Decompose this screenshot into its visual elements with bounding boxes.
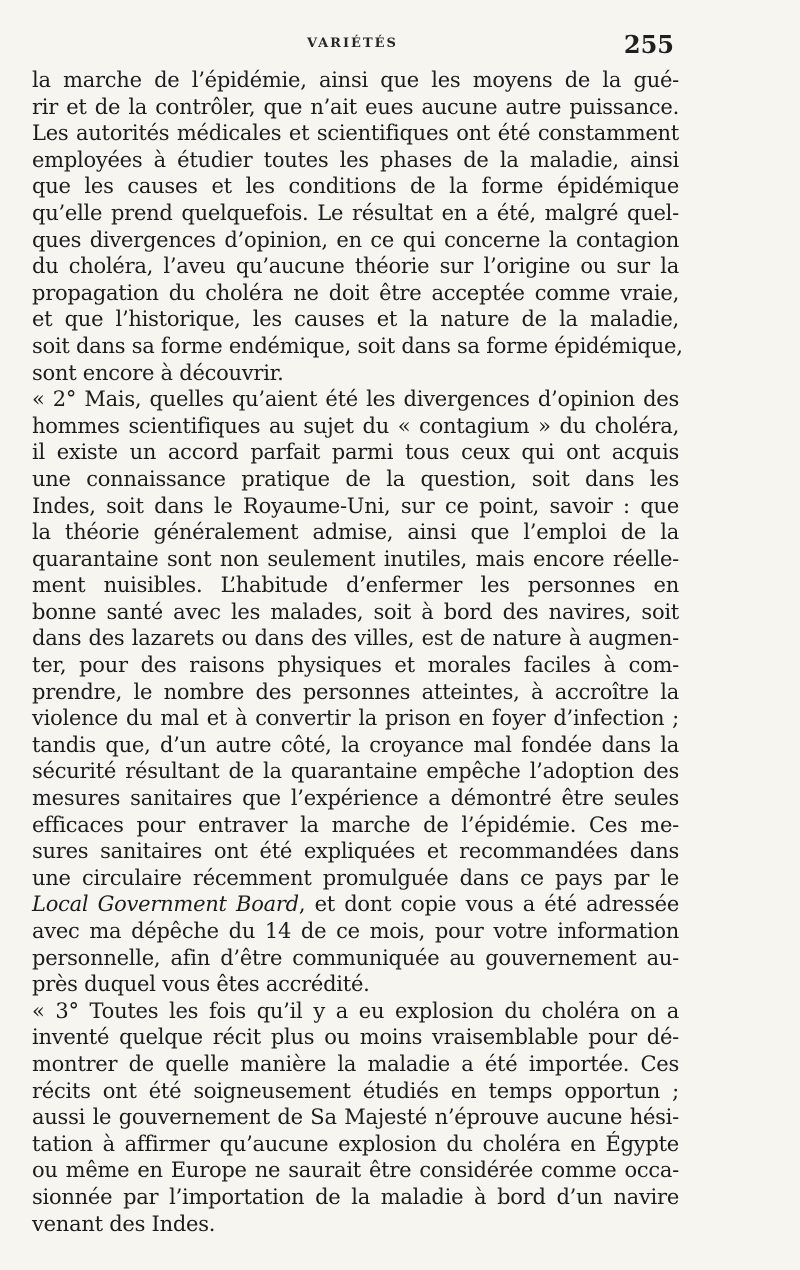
text-line: violence du mal et à convertir la prison en foyer d’infection ; xyxy=(32,706,679,731)
text-line: il existe un accord parfait parmi tous ceux qui ont acquis xyxy=(32,440,679,465)
text-line: aussi le gouvernement de Sa Majesté n’éprouve aucune hési- xyxy=(32,1105,679,1130)
text-line: hommes scientifiques au sujet du « contagium » du choléra, xyxy=(32,413,679,438)
paragraph-end-line: près duquel vous êtes accrédité. xyxy=(32,972,370,997)
text-line: tandis que, d’un autre côté, la croyance mal fondée dans la xyxy=(32,732,679,757)
paragraph-end-line: venant des Indes. xyxy=(32,1211,216,1236)
page-number: 255 xyxy=(623,30,674,59)
text-line: tation à affirmer qu’aucune explosion du choléra en Égypte xyxy=(32,1131,679,1156)
text-line: récits ont été soigneusement étudiés en temps opportun ; xyxy=(32,1078,679,1103)
text-line: que les causes et les conditions de la forme épidémique xyxy=(32,174,679,199)
paragraph-end-line: sont encore à découvrir. xyxy=(32,360,284,385)
text-line: bonne santé avec les malades, soit à bord des navires, soit xyxy=(32,599,679,624)
text-line: soit dans sa forme endémique, soit dans sa forme épidémique, xyxy=(32,333,683,358)
text-line: rir et de la contrôler, que n’ait eues aucune autre puissance. xyxy=(32,94,679,119)
running-head xyxy=(32,30,674,59)
text-line: inventé quelque récit plus ou moins vraisemblable pour dé- xyxy=(32,1025,679,1050)
text-line: efficaces pour entraver la marche de l’épidémie. Ces me- xyxy=(32,812,679,837)
text-line: dans des lazarets ou dans des villes, est de nature à augmen- xyxy=(32,626,679,651)
text-line: mesures sanitaires que l’expérience a démontré être seules xyxy=(32,786,679,811)
text-line-remainder: , et dont copie vous a été adressée xyxy=(298,892,679,917)
text-line: personnelle, afin d’être communiquée au gouvernement au- xyxy=(32,945,679,970)
text-line: Indes, soit dans le Royaume-Uni, sur ce point, savoir : que xyxy=(32,493,679,518)
text-line: montrer de quelle manière la maladie a été importée. Ces xyxy=(32,1051,679,1076)
text-line: ou même en Europe ne saurait être considérée comme occa- xyxy=(32,1158,679,1183)
text-line: la théorie généralement admise, ainsi que l’emploi de la xyxy=(32,520,679,545)
text-line: Les autorités médicales et scientifiques ont été constamment xyxy=(32,121,679,146)
text-line: sionnée par l’importation de la maladie à bord d’un navire xyxy=(32,1184,679,1209)
text-line: quarantaine sont non seulement inutiles, mais encore réelle- xyxy=(32,546,679,571)
running-title: VARIÉTÉS xyxy=(307,36,398,51)
text-line: qu’elle prend quelquefois. Le résultat en a été, malgré quel- xyxy=(32,200,679,225)
text-line: propagation du choléra ne doit être acceptée comme vraie, xyxy=(32,280,679,305)
text-line: ter, pour des raisons physiques et morales faciles à com- xyxy=(32,653,679,678)
text-line: une connaissance pratique de la question, soit dans les xyxy=(32,466,679,491)
text-line: ques divergences d’opinion, en ce qui concerne la contagion xyxy=(32,227,679,252)
text-line: sures sanitaires ont été expliquées et recommandées dans xyxy=(32,839,679,864)
text-line: avec ma dépêche du 14 de ce mois, pour votre information xyxy=(32,919,679,943)
text-line: « 3° Toutes les fois qu’il y a eu explosion du choléra on a xyxy=(32,998,679,1023)
text-line: employées à étudier toutes les phases de la maladie, ainsi xyxy=(32,147,679,172)
text-line: sécurité résultant de la quarantaine empêche l’adoption des xyxy=(32,759,679,784)
text-line: du choléra, l’aveu qu’aucune théorie sur l’origine ou sur la xyxy=(32,254,679,279)
text-line: et que l’historique, les causes et la nature de la maladie, xyxy=(32,307,679,332)
text-line: prendre, le nombre des personnes atteintes, à accroître la xyxy=(32,679,679,704)
text-line: une circulaire récemment promulguée dans ce pays par le xyxy=(32,865,679,890)
text-line: ment nuisibles. L’habitude d’enfermer les personnes en xyxy=(32,573,679,598)
text-line: « 2° Mais, quelles qu’aient été les divergences d’opinion des xyxy=(32,387,679,412)
italic-organization-name: Local Government Board xyxy=(32,892,299,917)
body-text xyxy=(32,67,683,1237)
text-line-with-italic xyxy=(32,891,679,918)
text-line: la marche de l’épidémie, ainsi que les moyens de la gué- xyxy=(32,68,679,92)
